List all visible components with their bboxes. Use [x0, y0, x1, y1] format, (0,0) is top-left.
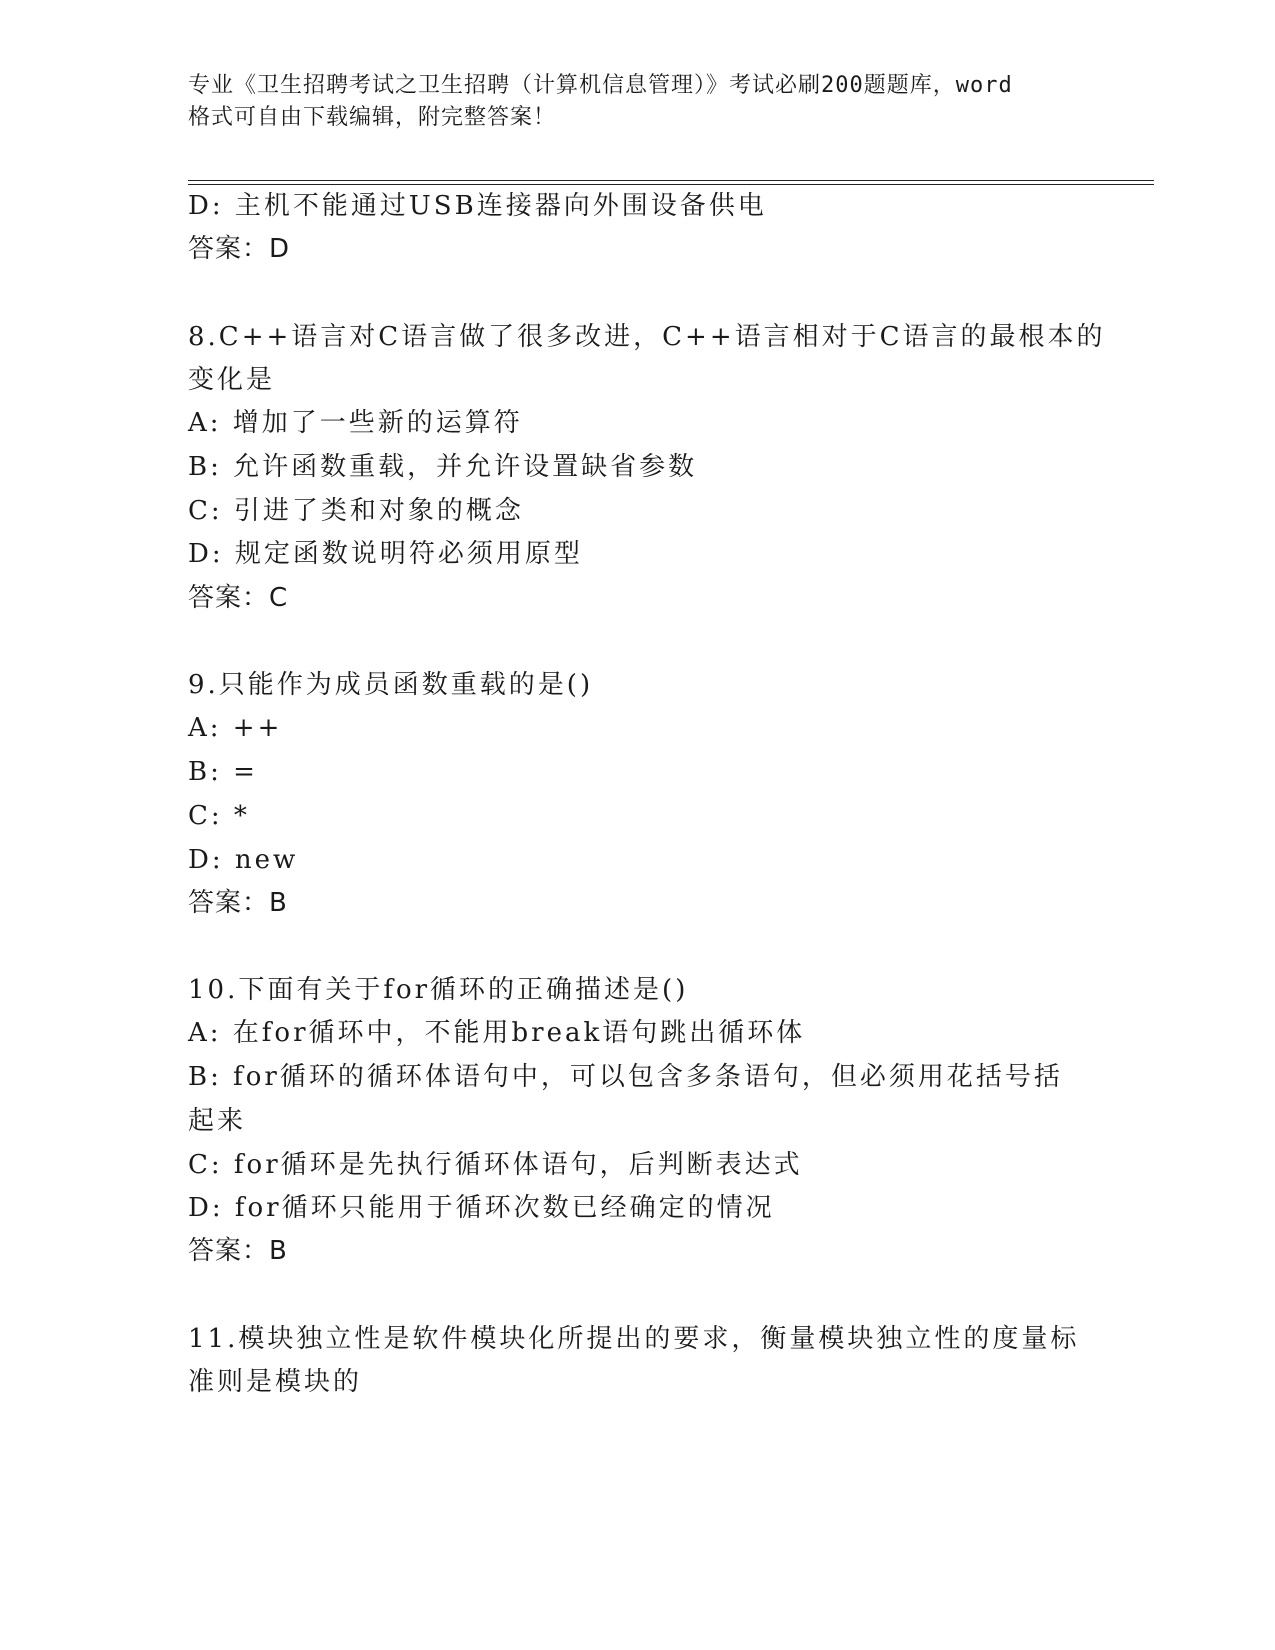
q7-option-d: D: 主机不能通过USB连接器向外围设备供电 [188, 191, 767, 221]
document-header [188, 70, 1088, 134]
q10-option-b-line-1: B: for循环的循环体语句中，可以包含多条语句，但必须用花括号括 [188, 1062, 1063, 1092]
q9-option-a: A: ++ [188, 713, 283, 743]
q10-option-a: A: 在for循环中，不能用break语句跳出循环体 [188, 1018, 806, 1048]
header-divider-top [188, 180, 1154, 181]
q9-option-d: D: new [188, 845, 299, 875]
q9-answer: 答案：B [188, 888, 288, 918]
q8-option-b: B: 允许函数重载，并允许设置缺省参数 [188, 452, 698, 482]
q8-option-d: D: 规定函数说明符必须用原型 [188, 539, 583, 569]
q10-option-b-line-2: 起来 [188, 1106, 247, 1136]
q10-stem: 10.下面有关于for循环的正确描述是() [188, 975, 689, 1005]
q8-answer: 答案：C [188, 583, 289, 613]
q10-option-d: D: for循环只能用于循环次数已经确定的情况 [188, 1193, 775, 1223]
q7-answer: 答案：D [188, 234, 291, 264]
q10-answer: 答案：B [188, 1236, 288, 1266]
q8-stem-line-1: 8.C++语言对C语言做了很多改进，C++语言相对于C语言的最根本的 [188, 322, 1106, 352]
q11-stem-line-1: 11.模块独立性是软件模块化所提出的要求，衡量模块独立性的度量标 [188, 1324, 1080, 1354]
q11-stem-line-2: 准则是模块的 [188, 1367, 363, 1397]
q10-option-c: C: for循环是先执行循环体语句，后判断表达式 [188, 1150, 803, 1180]
header-line-2: 格式可自由下载编辑，附完整答案！ [188, 105, 557, 130]
q9-option-c: C: * [188, 801, 250, 831]
header-divider-bottom [188, 184, 1154, 185]
q9-stem: 9.只能作为成员函数重载的是() [188, 670, 594, 700]
q8-stem-line-2: 变化是 [188, 365, 276, 395]
q8-option-c: C: 引进了类和对象的概念 [188, 496, 524, 526]
q8-option-a: A: 增加了一些新的运算符 [188, 408, 523, 438]
header-line-1: 专业《卫生招聘考试之卫生招聘（计算机信息管理）》考试必刷200题题库，word [188, 73, 1013, 98]
q9-option-b: B: = [188, 757, 258, 787]
